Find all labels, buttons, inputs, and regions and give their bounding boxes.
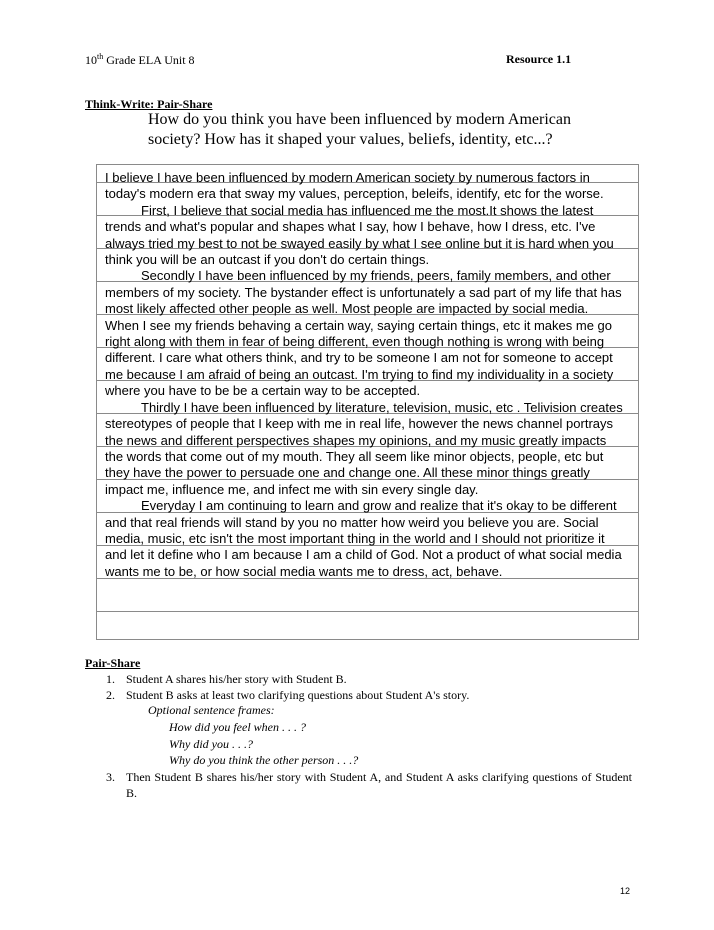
essay-paragraph-first: First, I believe that social media has influenced me the most.It shows the latest trends and what's popular and shapes what I say, how I behave, how I dress, etc. I've always tried my best to not be swayed easily by what I see online but it is hard when you think you will be an outcast if you don't do certain things. (105, 202, 614, 268)
section-title: Think-Write: Pair-Share (85, 97, 213, 111)
pair-share-title: Pair-Share (85, 656, 141, 670)
sentence-frame: How did you feel when . . . ? (169, 720, 306, 734)
header-grade-suffix: th (97, 52, 104, 61)
header-resource: Resource 1.1 (506, 52, 572, 66)
essay-response (105, 170, 625, 580)
page-number: 12 (620, 886, 631, 896)
header-grade-number: 10 (85, 53, 97, 67)
header-course (85, 52, 195, 68)
step-number: 3. (106, 770, 115, 784)
essay-paragraph-second: Secondly I have been influenced by my friends, peers, family members, and other members of my society. The bystander effect is unfortunately a sad part of my life that has most likely affected other people as well. Most people are impacted by social media. When I see my friends behaving a certain way, saying certain things, etc it makes me go right along with them in fear of being different, even though nothing is wrong with being different. I care what others think, and try to be someone I am not for someone to accept me because I am afraid of being an outcast. I'm trying to find my individuality in a society where you have to be be a certain way to be accepted. (105, 268, 622, 399)
step-text: Student A shares his/her story with Student B. (126, 672, 347, 686)
step-number: 2. (106, 688, 115, 702)
header-grade-rest: Grade ELA Unit 8 (103, 53, 195, 67)
sentence-frames-title: Optional sentence frames: (148, 703, 275, 717)
prompt-question: How do you think you have been influenced by modern American society? How has it shaped your values, beliefs, identity, etc...? (148, 111, 571, 148)
step-text: Student B asks at least two clarifying questions about Student A's story. (126, 688, 470, 702)
essay-paragraph-intro: I believe I have been influenced by modern American society by numerous factors in today's modern era that sway my values, perception, beleifs, identify, etc for the worse. (105, 170, 604, 202)
essay-paragraph-third: Thirdly I have been influenced by literature, television, music, etc . Telivision creates stereotypes of people that I keep with me in real life, however the news channel portrays the news and different perspectives shapes my opinions, and my music greatly impacts the words that come out of my mouth. They all seem like minor objects, people, etc but they have the power to persuade one and change one. All these minor things greatly impact me, influence me, and infect me with sin every single day. (105, 399, 623, 497)
sentence-frame: Why did you . . .? (169, 737, 253, 751)
step-text: Then Student B shares his/her story with Student A, and Student A asks clarifying questions of Student B. (126, 770, 632, 800)
sentence-frame: Why do you think the other person . . .? (169, 753, 359, 767)
rule-line (97, 611, 638, 612)
step-number: 1. (106, 672, 115, 686)
essay-paragraph-conclusion: Everyday I am continuing to learn and grow and realize that it's okay to be different and that real friends will stand by you no matter how weird you believe you are. Social media, music, etc isn't the most important thing in the world and I should not prioritize it and let it define who I am because I am a child of God. Not a product of what social media wants me to be, or how social media wants me to dress, act, behave. (105, 498, 622, 579)
